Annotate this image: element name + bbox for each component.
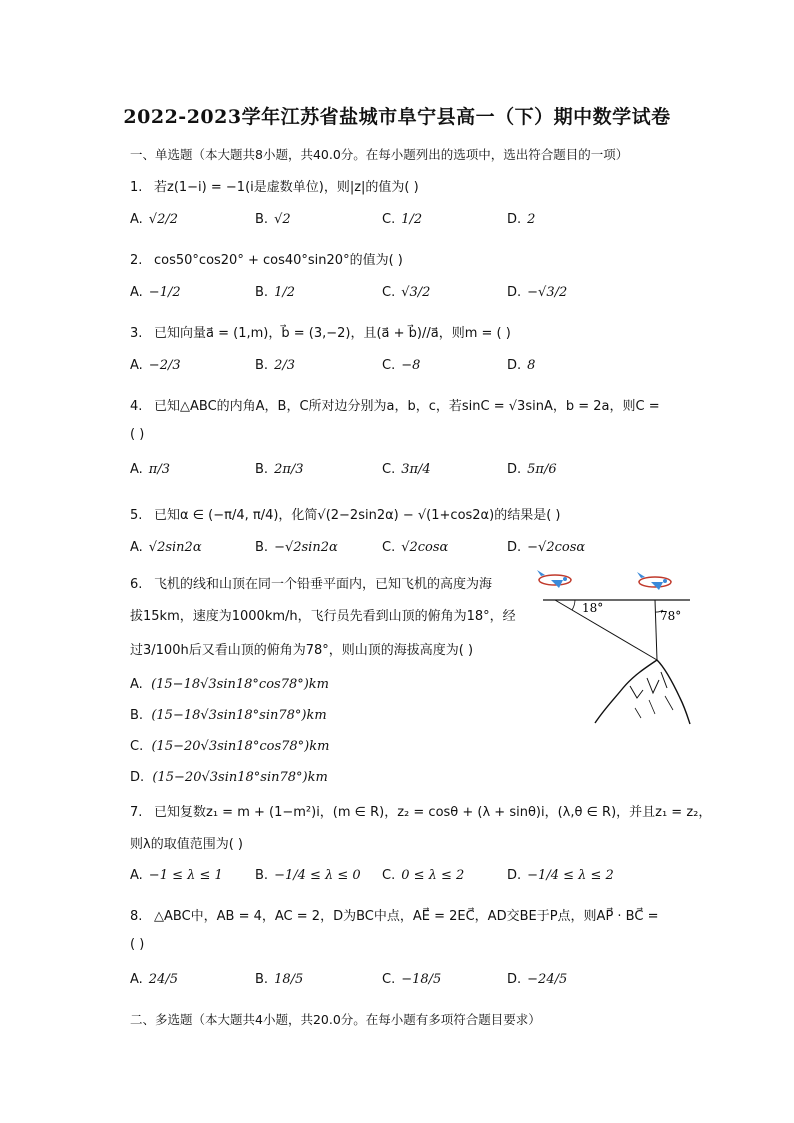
section-heading-single-choice: 一、单选题（本大题共8小题，共40.0分。在每小题列出的选项中，选出符合题目的一项） bbox=[130, 147, 629, 162]
question-1: 1. 若z(1−i) = −1(i是虚数单位)，则|z|的值为( ) bbox=[130, 180, 419, 195]
option-b[interactable]: B. 18/5 bbox=[255, 972, 304, 987]
option-d[interactable]: D. 5π/6 bbox=[507, 462, 557, 477]
option-b[interactable]: B. 2π/3 bbox=[255, 462, 304, 477]
option-a[interactable]: A. 24/5 bbox=[130, 972, 178, 987]
question-7-continuation: 则λ的取值范围为( ) bbox=[130, 837, 243, 852]
option-a[interactable]: A. −1/2 bbox=[130, 285, 181, 300]
question-8-continuation: ( ) bbox=[130, 937, 145, 952]
option-a[interactable]: A. −2/3 bbox=[130, 358, 181, 373]
angle-label-78: 78° bbox=[660, 609, 682, 623]
option-a[interactable]: A. √2/2 bbox=[130, 212, 179, 227]
option-d[interactable]: D. −√3/2 bbox=[507, 285, 568, 300]
question-7-options bbox=[130, 868, 730, 892]
question-4: 4. 已知△ABC的内角A，B，C所对边分别为a，b，c，若sinC = √3sinA，b = 2a，则C = bbox=[130, 399, 660, 414]
option-c[interactable]: C. −8 bbox=[382, 358, 421, 373]
option-c[interactable]: C. −18/5 bbox=[382, 972, 442, 987]
question-2: 2. cos50°cos20° + cos40°sin20°的值为( ) bbox=[130, 253, 403, 268]
question-3: 3. 已知向量a⃗ = (1,m)，b⃗ = (3,−2)，且(a⃗ + b⃗)//a⃗，则m = ( ) bbox=[130, 326, 511, 341]
angle-label-18: 18° bbox=[582, 601, 604, 615]
airplane-icon bbox=[537, 570, 571, 588]
option-b[interactable]: B. −√2sin2α bbox=[255, 540, 338, 555]
option-c[interactable]: C. 3π/4 bbox=[382, 462, 431, 477]
airplane-icon bbox=[637, 572, 671, 590]
option-a[interactable]: A. √2sin2α bbox=[130, 540, 202, 555]
question-2-options bbox=[130, 285, 730, 309]
question-6-line-3: 过3/100h后又看山顶的俯角为78°，则山顶的海拔高度为( ) bbox=[130, 643, 474, 658]
option-b[interactable]: B. (15−18√3sin18°sin78°)km bbox=[130, 708, 327, 723]
option-c[interactable]: C. √3/2 bbox=[382, 285, 431, 300]
question-6-line-2: 拔15km，速度为1000km/h，飞行员先看到山顶的俯角为18°，经 bbox=[130, 609, 516, 624]
option-d[interactable]: D. −√2cosα bbox=[507, 540, 586, 555]
question-8-options bbox=[130, 972, 730, 996]
mountain-icon bbox=[595, 660, 690, 724]
question-8: 8. △ABC中，AB = 4，AC = 2，D为BC中点，AE⃗ = 2EC⃗，AD交BE于P点，则AP⃗ · BC⃗ = bbox=[130, 909, 659, 924]
page-title: 2022-2023学年江苏省盐城市阜宁县高一（下）期中数学试卷 bbox=[123, 106, 671, 128]
question-6: 6. 飞机的线和山顶在同一个铅垂平面内，已知飞机的高度为海 bbox=[130, 577, 493, 592]
option-d[interactable]: D. −24/5 bbox=[507, 972, 568, 987]
option-d[interactable]: D. 8 bbox=[507, 358, 536, 373]
question-3-options bbox=[130, 358, 730, 382]
option-a[interactable]: A. (15−18√3sin18°cos78°)km bbox=[130, 677, 330, 692]
question-5: 5. 已知α ∈ (−π/4, π/4)，化简√(2−2sin2α) − √(1+cos2α)的结果是( ) bbox=[130, 508, 561, 523]
option-c[interactable]: C. 1/2 bbox=[382, 212, 423, 227]
option-b[interactable]: B. √2 bbox=[255, 212, 291, 227]
option-b[interactable]: B. 2/3 bbox=[255, 358, 295, 373]
option-c[interactable]: C. √2cosα bbox=[382, 540, 449, 555]
section-heading-multi-choice: 二、多选题（本大题共4小题，共20.0分。在每小题有多项符合题目要求） bbox=[130, 1012, 541, 1027]
question-4-options bbox=[130, 462, 730, 486]
option-d[interactable]: D. 2 bbox=[507, 212, 536, 227]
option-b[interactable]: B. 1/2 bbox=[255, 285, 295, 300]
option-a[interactable]: A. π/3 bbox=[130, 462, 170, 477]
option-c[interactable]: C. (15−20√3sin18°cos78°)km bbox=[130, 739, 330, 754]
question-7: 7. 已知复数z₁ = m + (1−m²)i，(m ∈ R)，z₂ = cosθ + (λ + sinθ)i，(λ,θ ∈ R)，并且z₁ = z₂， bbox=[130, 805, 712, 820]
question-5-options bbox=[130, 540, 730, 564]
option-b[interactable]: B. −1/4 ≤ λ ≤ 0 bbox=[255, 868, 361, 883]
question-4-continuation: ( ) bbox=[130, 427, 145, 442]
option-a[interactable]: A. −1 ≤ λ ≤ 1 bbox=[130, 868, 223, 883]
option-c[interactable]: C. 0 ≤ λ ≤ 2 bbox=[382, 868, 465, 883]
question-1-options bbox=[130, 212, 730, 236]
option-d[interactable]: D. −1/4 ≤ λ ≤ 2 bbox=[507, 868, 614, 883]
option-d[interactable]: D. (15−20√3sin18°sin78°)km bbox=[130, 770, 328, 785]
plane-mountain-figure bbox=[535, 568, 695, 728]
